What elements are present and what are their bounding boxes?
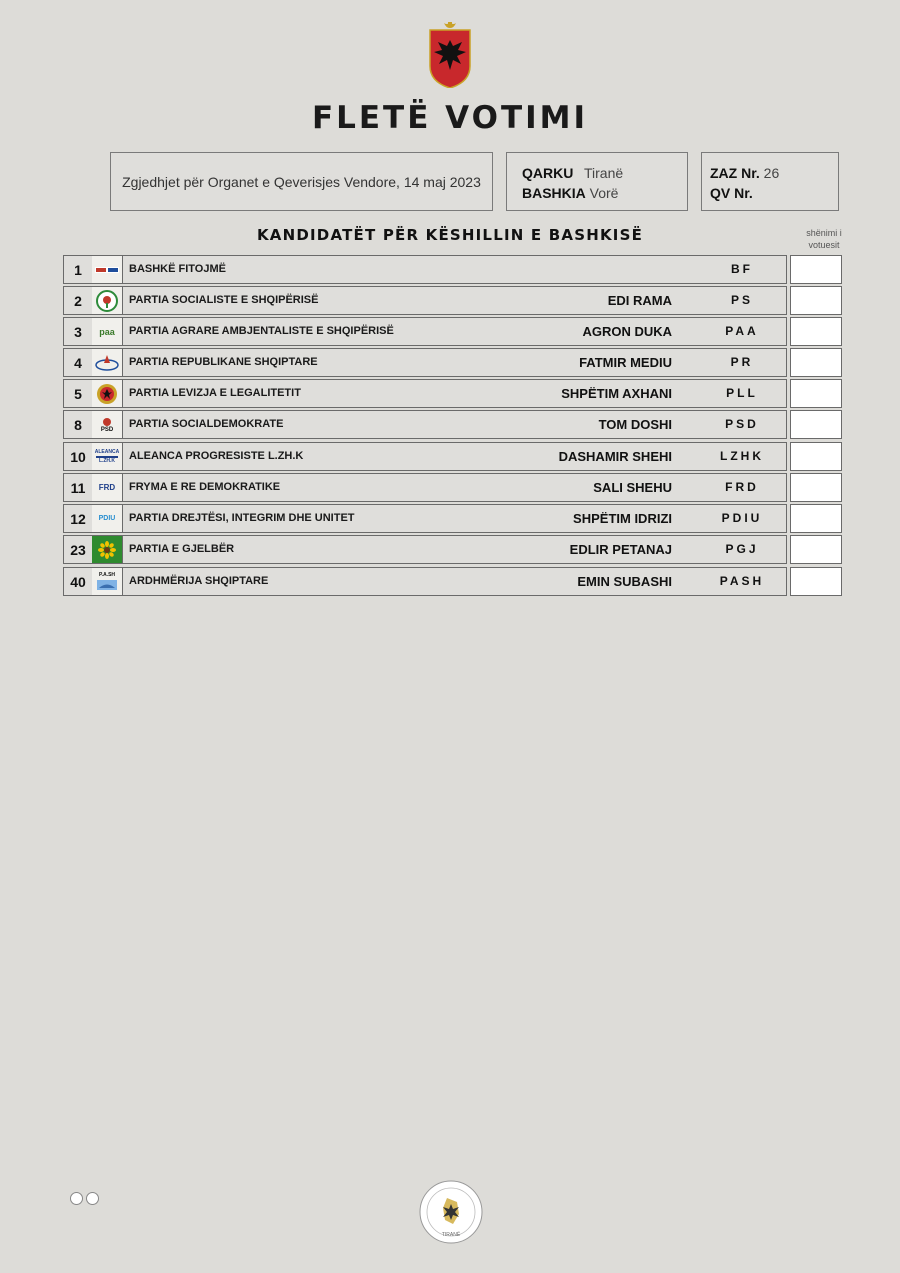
vote-checkbox[interactable] [790,317,842,346]
party-row [63,286,787,315]
candidate-name: SHPËTIM IDRIZI [573,511,672,526]
party-name: PARTIA DREJTËSI, INTEGRIM DHE UNITET [129,512,355,524]
candidate-name: FATMIR MEDIU [579,355,672,370]
lzhk-logo-icon [92,443,123,470]
party-abbreviation: PS [730,293,753,307]
election-info-box [110,152,493,211]
party-name: ARDHMËRIJA SHQIPTARE [129,575,269,587]
vote-checkbox[interactable] [790,535,842,564]
qv-label: QV Nr. [710,185,753,201]
psd-logo-text: PSD [100,426,114,433]
party-row [63,317,787,346]
party-number: 11 [64,474,93,501]
frd-logo-text: FRD [98,483,116,492]
vote-checkbox[interactable] [790,473,842,502]
pash-logo-text: P.A.SH [98,572,116,578]
voter-mark-note-line2: votuesit [808,240,840,250]
vote-checkbox[interactable] [790,255,842,284]
party-row [63,442,787,471]
paa-logo-text: paa [99,326,115,337]
party-name: PARTIA SOCIALDEMOKRATE [129,418,284,430]
pll-logo-icon [92,380,123,407]
qarku-value: Tiranë [584,165,624,181]
party-number: 4 [64,349,93,376]
vote-checkbox[interactable] [790,410,842,439]
party-abbreviation: BF [731,262,753,276]
frd-logo-icon [92,474,123,501]
party-row [63,410,787,439]
party-name: FRYMA E RE DEMOKRATIKE [129,481,281,493]
bf-logo-icon [92,256,123,283]
election-commission-seal-icon [419,1180,483,1244]
party-abbreviation: PR [730,355,754,369]
ps-rose-logo-icon [92,287,123,314]
party-row [63,567,787,596]
party-number: 3 [64,318,93,345]
seal-text: TIRANË [441,1232,461,1238]
psd-logo-icon [92,411,123,438]
pdiu-logo-icon [92,505,123,532]
page-indicator [70,1192,102,1210]
region-box [506,152,688,211]
party-row [63,379,787,408]
party-name: BASHKË FITOJMË [129,263,226,275]
candidate-name: TOM DOSHI [598,417,672,432]
pgj-sunflower-logo-icon [92,536,123,563]
vote-checkbox[interactable] [790,379,842,408]
page-dot-icon [86,1192,99,1205]
party-name: PARTIA SOCIALISTE E SHQIPËRISË [129,294,319,306]
zaz-box [701,152,839,211]
party-row [63,348,787,377]
party-number: 5 [64,380,93,407]
candidate-name: EDLIR PETANAJ [569,542,672,557]
candidate-name: AGRON DUKA [582,324,672,339]
party-name: PARTIA AGRARE AMBJENTALISTE E SHQIPËRISË [129,325,394,337]
party-name: PARTIA LEVIZJA E LEGALITETIT [129,387,301,399]
candidate-name: EMIN SUBASHI [577,574,672,589]
page-dot-icon [70,1192,83,1205]
party-abbreviation: PASH [719,574,765,588]
party-abbreviation: PDIU [721,511,763,525]
candidate-name: DASHAMIR SHEHI [558,449,672,464]
voter-mark-note-line1: shënimi i [806,228,842,238]
vote-checkbox[interactable] [790,567,842,596]
election-name: Zgjedhjet për Organet e Qeverisjes Vendore, 14 maj 2023 [122,173,481,190]
vote-checkbox[interactable] [790,348,842,377]
bashkia-value: Vorë [589,185,619,201]
party-abbreviation: PLL [726,386,758,400]
zaz-label: ZAZ Nr. [710,165,760,181]
party-abbreviation: PSD [725,417,759,431]
albania-emblem-icon [428,22,472,88]
section-title: KANDIDATËT PËR KËSHILLIN E BASHKISË [256,226,644,244]
party-number: 23 [64,536,93,563]
candidate-name: SALI SHEHU [593,480,672,495]
party-number: 10 [64,443,93,470]
party-number: 40 [64,568,93,595]
pr-logo-icon [92,349,123,376]
vote-checkbox[interactable] [790,504,842,533]
ballot-title: FLETË VOTIMI [311,100,589,136]
candidate-name: EDI RAMA [607,293,672,308]
party-row [63,504,787,533]
party-row [63,535,787,564]
party-number: 1 [64,256,93,283]
party-abbreviation: PAA [725,324,759,338]
party-abbreviation: LZHK [720,449,764,463]
lzhk-logo-top: ALEANCA [94,448,120,455]
party-name: PARTIA REPUBLIKANE SHQIPTARE [129,356,318,368]
zaz-value: 26 [763,165,780,181]
party-row [63,255,787,284]
party-abbreviation: FRD [725,480,759,494]
party-number: 2 [64,287,93,314]
voter-mark-note [794,227,854,251]
bashkia-label: BASHKIA [522,185,586,201]
pdiu-logo-text: PDIU [98,515,116,522]
paa-logo-icon [92,318,123,345]
party-number: 8 [64,411,93,438]
party-name: ALEANCA PROGRESISTE L.ZH.K [129,450,304,462]
party-abbreviation: PGJ [725,542,759,556]
lzhk-logo-bottom: L.ZH.K [98,457,116,464]
pash-logo-icon [92,568,123,595]
candidate-name: SHPËTIM AXHANI [561,386,672,401]
vote-checkbox[interactable] [790,286,842,315]
party-row [63,473,787,502]
vote-checkbox[interactable] [790,442,842,471]
qarku-label: QARKU [522,165,574,181]
party-number: 12 [64,505,93,532]
party-name: PARTIA E GJELBËR [129,543,235,555]
